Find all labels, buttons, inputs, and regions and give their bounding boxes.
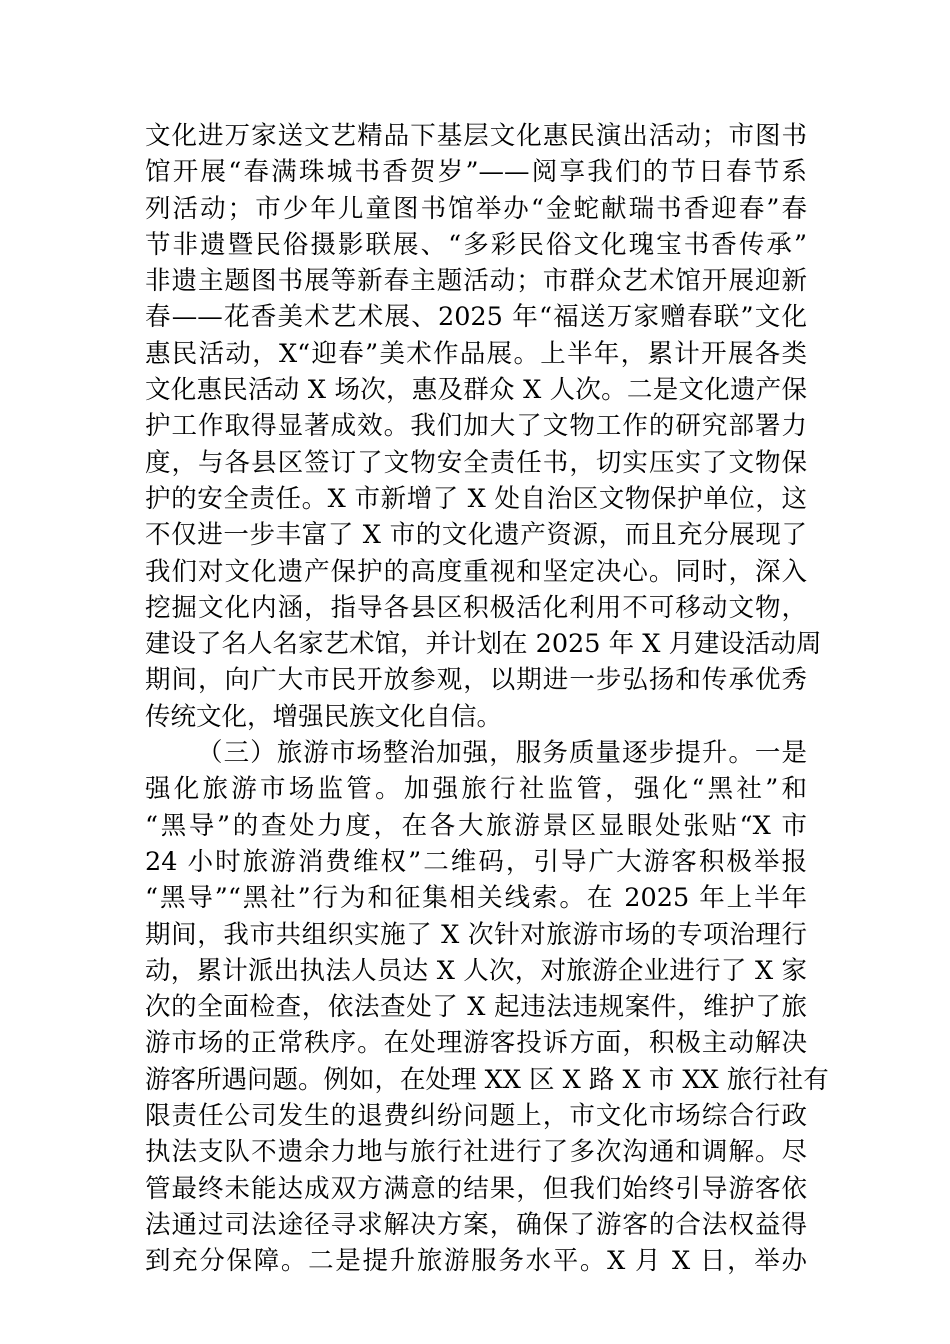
- text-line: 期间，我市共组织实施了 X 次针对旅游市场的专项治理行: [145, 919, 807, 950]
- text-line: 游客所遇问题。例如，在处理 XX 区 X 路 X 市 XX 旅行社有: [145, 1064, 829, 1095]
- text-line: 度，与各县区签订了文物安全责任书，切实压实了文物保: [145, 447, 807, 478]
- text-line: 24 小时旅游消费维权”二维码，引导广大游客积极举报: [145, 846, 807, 877]
- text-line: 限责任公司发生的退费纠纷问题上，市文化市场综合行政: [145, 1101, 807, 1132]
- text-line: “黑导”的查处力度，在各大旅游景区显眼处张贴“X 市: [145, 810, 807, 841]
- section-heading-line: （三）旅游市场整治加强，服务质量逐步提升。一是: [197, 738, 807, 769]
- text-line: 建设了名人名家艺术馆，并计划在 2025 年 X 月建设活动周: [145, 629, 822, 660]
- text-line: 护的安全责任。X 市新增了 X 处自治区文物保护单位，这: [145, 483, 807, 514]
- text-line: 游市场的正常秩序。在处理游客投诉方面，积极主动解决: [145, 1028, 807, 1059]
- paragraph-tourism-market: [145, 735, 829, 1279]
- text-line: 传统文化，增强民族文化自信。: [145, 701, 503, 732]
- text-line: 节非遗暨民俗摄影联展、“多彩民俗文化瑰宝书香传承”: [145, 229, 807, 260]
- text-line: 到充分保障。二是提升旅游服务水平。X 月 X 日，举办: [145, 1246, 807, 1277]
- text-line: 文化惠民活动 X 场次，惠及群众 X 人次。二是文化遗产保: [145, 375, 807, 406]
- text-line: “黑导”“黑社”行为和征集相关线索。在 2025 年上半年: [145, 883, 807, 914]
- text-line: 文化进万家送文艺精品下基层文化惠民演出活动；市图书: [145, 121, 807, 151]
- text-line: 馆开展“春满珠城书香贺岁”——阅享我们的节日春节系: [145, 157, 807, 188]
- text-line: 列活动；市少年儿童图书馆举办“金蛇献瑞书香迎春”春: [145, 193, 807, 224]
- text-line: 我们对文化遗产保护的高度重视和坚定决心。同时，深入: [145, 556, 807, 587]
- text-line: 法通过司法途径寻求解决方案，确保了游客的合法权益得: [145, 1209, 807, 1240]
- text-line: 次的全面检查，依法查处了 X 起违法违规案件，维护了旅: [145, 992, 807, 1023]
- text-line: 挖掘文化内涵，指导各县区积极活化利用不可移动文物，: [145, 592, 807, 623]
- text-line: 执法支队不遗余力地与旅行社进行了多次沟通和调解。尽: [145, 1137, 807, 1168]
- text-line: 动，累计派出执法人员达 X 人次，对旅游企业进行了 X 家: [145, 955, 807, 986]
- text-line: 管最终未能达成双方满意的结果，但我们始终引导游客依: [145, 1173, 807, 1204]
- text-line: 期间，向广大市民开放参观，以期进一步弘扬和传承优秀: [145, 665, 807, 696]
- text-line: 惠民活动，X“迎春”美术作品展。上半年，累计开展各类: [145, 338, 807, 369]
- text-line: 强化旅游市场监管。加强旅行社监管，强化“黑社”和: [145, 774, 807, 805]
- body-text: [145, 118, 829, 1280]
- paragraph-culture-heritage: [145, 118, 822, 735]
- text-line: 护工作取得显著成效。我们加大了文物工作的研究部署力: [145, 411, 807, 442]
- text-line: 春——花香美术艺术展、2025 年“福送万家赠春联”文化: [145, 302, 807, 333]
- text-line: 不仅进一步丰富了 X 市的文化遗产资源，而且充分展现了: [145, 520, 807, 551]
- text-line: 非遗主题图书展等新春主题活动；市群众艺术馆开展迎新: [145, 266, 807, 297]
